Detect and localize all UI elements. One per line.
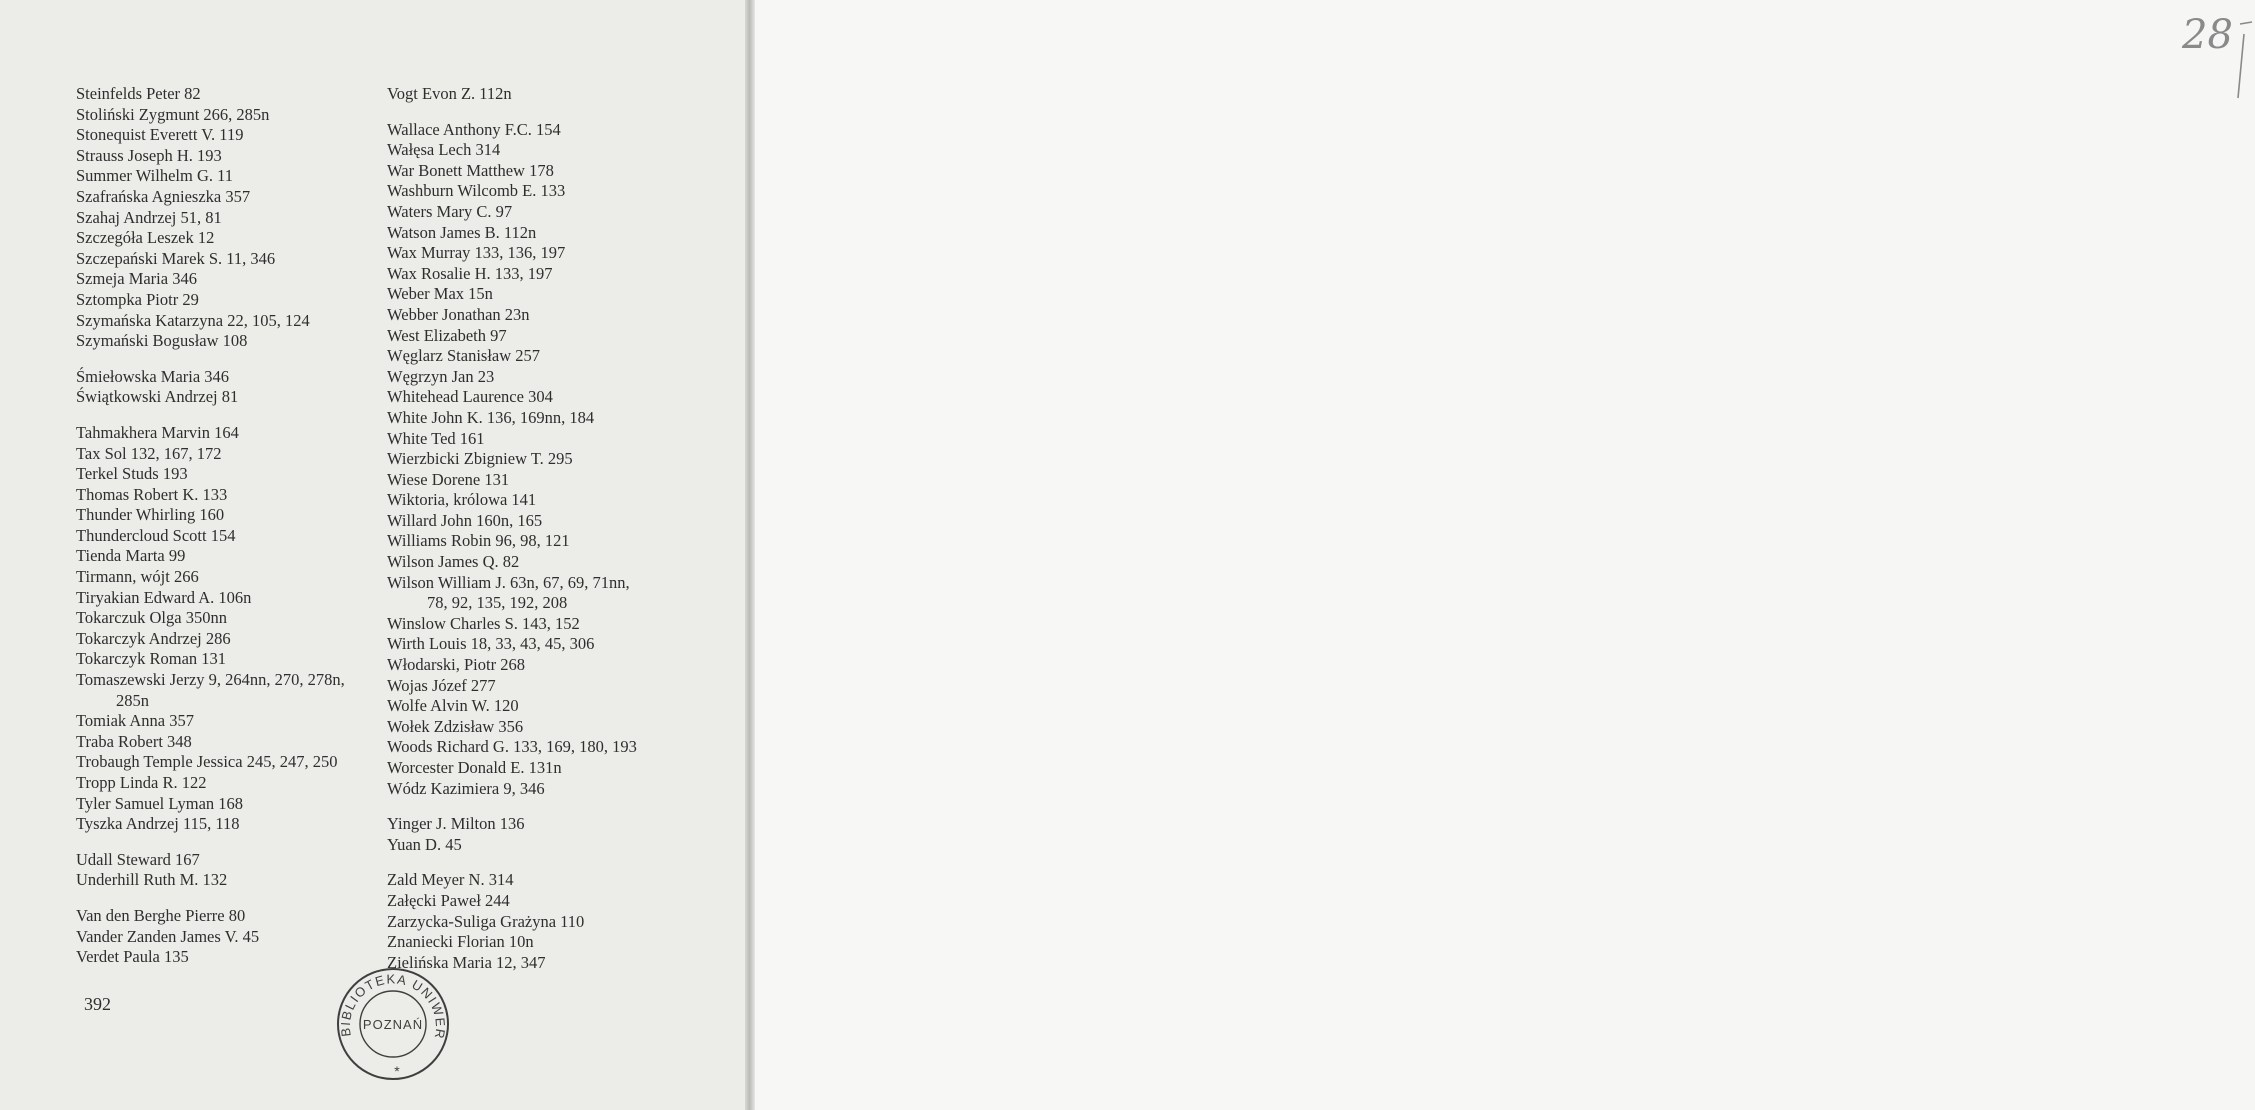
index-entry	[76, 331, 396, 352]
index-entry-text: Tomiak Anna 357	[76, 711, 194, 731]
index-entry-text: Wierzbicki Zbigniew T. 295	[387, 449, 573, 469]
index-entry-text: Waters Mary C. 97	[387, 201, 513, 221]
index-entry-text: Wołek Zdzisław 356	[387, 716, 524, 736]
index-entry	[387, 429, 707, 450]
index-entry	[387, 470, 707, 491]
index-entry-text: Szymańska Katarzyna 22, 105, 124	[76, 310, 310, 330]
library-stamp-seal	[335, 966, 451, 1082]
index-entry	[387, 243, 707, 264]
index-entry	[76, 505, 396, 526]
index-letter-group	[387, 870, 707, 973]
index-entry	[76, 629, 396, 650]
index-entry	[76, 423, 396, 444]
index-entry-text: Washburn Wilcomb E. 133	[387, 181, 566, 201]
index-entry	[76, 311, 396, 332]
index-entry-text: Summer Wilhelm G. 11	[76, 166, 233, 186]
index-entry-text: White Ted 161	[387, 428, 485, 448]
index-entry	[76, 794, 396, 815]
index-entry-text: Thunder Whirling 160	[76, 505, 225, 525]
index-entry-continuation: 78, 92, 135, 192, 208	[427, 593, 568, 613]
index-entry-text: Tyler Samuel Lyman 168	[76, 793, 244, 813]
right-page	[755, 0, 2233, 1110]
index-entry	[76, 146, 396, 167]
index-entry-text: Tokarczuk Olga 350nn	[76, 608, 227, 628]
index-entry-text: Wolfe Alvin W. 120	[387, 696, 519, 716]
index-entry-text: Steinfelds Peter 82	[76, 84, 201, 103]
index-entry	[387, 449, 707, 470]
index-entry-text: War Bonett Matthew 178	[387, 160, 554, 180]
index-entry	[387, 573, 707, 614]
index-entry	[76, 228, 396, 249]
index-entry-text: Thomas Robert K. 133	[76, 484, 228, 504]
index-letter-group	[387, 120, 707, 800]
index-entry-text: Węgrzyn Jan 23	[387, 366, 495, 386]
index-entry	[76, 608, 396, 629]
index-entry-text: Wałęsa Lech 314	[387, 140, 501, 160]
index-entry-text: Wax Rosalie H. 133, 197	[387, 263, 553, 283]
index-entry-text: Traba Robert 348	[76, 731, 192, 751]
index-entry-text: Tropp Linda R. 122	[76, 773, 207, 792]
index-entry-text: Załęcki Paweł 244	[387, 890, 510, 910]
index-entry	[76, 444, 396, 465]
index-entry-text: Woods Richard G. 133, 169, 180, 193	[387, 737, 637, 757]
index-entry-text: Worcester Donald E. 131n	[387, 758, 562, 777]
index-entry-text: Szafrańska Agnieszka 357	[76, 186, 251, 206]
index-entry	[76, 84, 396, 105]
index-entry-text: Tyszka Andrzej 115, 118	[76, 814, 240, 834]
index-letter-group	[76, 84, 396, 352]
index-entry	[387, 814, 707, 835]
index-entry-text: Willard John 160n, 165	[387, 510, 543, 530]
index-entry	[387, 161, 707, 182]
index-entry	[76, 649, 396, 670]
index-entry	[387, 490, 707, 511]
index-entry-text: Wiese Dorene 131	[387, 469, 510, 489]
index-entry-text: Tomaszewski Jerzy 9, 264nn, 270, 278n,	[76, 670, 345, 690]
index-entry	[387, 202, 707, 223]
index-entry	[387, 655, 707, 676]
index-entry	[387, 284, 707, 305]
index-entry-text: Vander Zanden James V. 45	[76, 926, 260, 946]
index-entry	[387, 696, 707, 717]
index-entry	[387, 120, 707, 141]
index-entry	[76, 269, 396, 290]
index-letter-group	[387, 84, 707, 105]
index-entry	[76, 485, 396, 506]
index-entry	[76, 166, 396, 187]
index-entry-text: Wirth Louis 18, 33, 43, 45, 306	[387, 634, 595, 654]
index-entry-text: Trobaugh Temple Jessica 245, 247, 250	[76, 752, 338, 772]
index-entry	[387, 223, 707, 244]
index-entry	[387, 387, 707, 408]
index-entry	[387, 870, 707, 891]
index-entry	[387, 676, 707, 697]
index-entry	[387, 264, 707, 285]
index-entry-text: White John K. 136, 169nn, 184	[387, 407, 595, 427]
index-entry-text: Verdet Paula 135	[76, 947, 189, 967]
index-entry	[387, 552, 707, 573]
index-entry	[387, 511, 707, 532]
index-entry-text: Wilson James Q. 82	[387, 552, 520, 572]
index-entry	[387, 140, 707, 161]
index-entry-text: Wiktoria, królowa 141	[387, 490, 537, 510]
index-entry	[76, 387, 396, 408]
index-entry-text: Whitehead Laurence 304	[387, 387, 553, 407]
stamp-star: *	[394, 1063, 400, 1079]
index-entry	[76, 947, 396, 968]
index-entry-text: Wax Murray 133, 136, 197	[387, 243, 566, 263]
index-entry	[76, 752, 396, 773]
index-entry-text: Tienda Marta 99	[76, 546, 186, 566]
index-entry	[387, 408, 707, 429]
index-entry	[387, 84, 707, 105]
index-entry-text: Zald Meyer N. 314	[387, 870, 514, 890]
handwritten-annotation	[2180, 4, 2255, 100]
index-entry	[76, 546, 396, 567]
index-entry	[76, 567, 396, 588]
index-entry-text: Szczegóła Leszek 12	[76, 228, 215, 248]
index-entry-text: Underhill Ruth M. 132	[76, 870, 228, 890]
index-entry	[76, 249, 396, 270]
index-entry-text: Terkel Studs 193	[76, 464, 188, 484]
index-entry-text: Udall Steward 167	[76, 849, 200, 869]
index-entry	[387, 367, 707, 388]
index-entry-text: Yuan D. 45	[387, 834, 462, 854]
index-entry	[76, 732, 396, 753]
index-entry-text: Szmeja Maria 346	[76, 269, 197, 289]
index-entry-text: Znaniecki Florian 10n	[387, 932, 534, 952]
index-entry-text: West Elizabeth 97	[387, 325, 507, 345]
index-entry	[76, 814, 396, 835]
index-entry	[387, 634, 707, 655]
index-entry	[387, 835, 707, 856]
stamp-center-text: POZNAŃ	[362, 1017, 424, 1032]
index-entry-text: Tirmann, wójt 266	[76, 567, 199, 587]
index-entry-text: Watson James B. 112n	[387, 222, 537, 242]
index-entry-text: Webber Jonathan 23n	[387, 304, 530, 324]
index-entry	[76, 290, 396, 311]
index-entry-text: Tokarczyk Roman 131	[76, 649, 227, 669]
index-letter-group	[76, 850, 396, 891]
index-entry	[76, 870, 396, 891]
book-spine	[745, 0, 755, 1110]
index-entry	[387, 758, 707, 779]
index-entry-text: Strauss Joseph H. 193	[76, 145, 222, 165]
annotation-number: 28	[2182, 12, 2233, 58]
index-entry-text: Winslow Charles S. 143, 152	[387, 613, 580, 633]
index-entry	[387, 932, 707, 953]
index-entry	[76, 367, 396, 388]
index-entry	[387, 614, 707, 635]
index-entry	[76, 526, 396, 547]
index-entry	[76, 464, 396, 485]
index-entry-text: Thundercloud Scott 154	[76, 525, 236, 545]
index-entry-text: Yinger J. Milton 136	[387, 814, 525, 834]
stamp-ring-text: BIBLIOTEKA UNIWER	[337, 971, 449, 1042]
index-entry-text: Zielińska Maria 12, 347	[387, 952, 546, 972]
index-entry	[76, 850, 396, 871]
index-entry	[76, 711, 396, 732]
index-letter-group	[76, 423, 396, 835]
index-entry-text: Śmiełowska Maria 346	[76, 366, 230, 386]
index-entry-text: Szahaj Andrzej 51, 81	[76, 207, 222, 227]
index-entry	[387, 531, 707, 552]
index-entry-text: Tiryakian Edward A. 106n	[76, 587, 252, 607]
index-entry-text: Tax Sol 132, 167, 172	[76, 443, 222, 463]
index-entry	[387, 181, 707, 202]
index-letter-group	[76, 906, 396, 968]
index-entry	[387, 737, 707, 758]
index-entry-text: Zarzycka-Suliga Grażyna 110	[387, 911, 585, 931]
index-letter-group	[387, 814, 707, 855]
index-entry-continuation: 285n	[116, 690, 149, 710]
index-entry	[387, 326, 707, 347]
index-entry-text: Van den Berghe Pierre 80	[76, 905, 246, 925]
left-page	[0, 0, 745, 1110]
index-column-right	[387, 84, 707, 988]
index-entry	[387, 891, 707, 912]
index-entry-text: Włodarski, Piotr 268	[387, 655, 525, 675]
index-column-left	[76, 84, 396, 983]
index-entry	[76, 125, 396, 146]
index-entry-text: Sztompka Piotr 29	[76, 289, 199, 309]
index-entry-text: Williams Robin 96, 98, 121	[387, 531, 570, 551]
index-entry	[76, 208, 396, 229]
index-entry-text: Stoliński Zygmunt 266, 285n	[76, 104, 270, 124]
index-entry-text: Weber Max 15n	[387, 284, 493, 304]
index-entry	[76, 588, 396, 609]
index-entry	[76, 906, 396, 927]
index-entry-text: Wódz Kazimiera 9, 346	[387, 778, 545, 798]
index-entry-text: Wallace Anthony F.C. 154	[387, 119, 561, 139]
index-entry	[76, 670, 396, 711]
annotation-stroke	[2238, 22, 2252, 98]
index-entry-text: Szymański Bogusław 108	[76, 331, 248, 351]
index-entry	[76, 187, 396, 208]
index-entry-text: Węglarz Stanisław 257	[387, 346, 541, 366]
index-entry-text: Tahmakhera Marvin 164	[76, 422, 239, 442]
index-entry-text: Vogt Evon Z. 112n	[387, 84, 512, 103]
index-letter-group	[76, 367, 396, 408]
index-entry-text: Stonequist Everett V. 119	[76, 125, 244, 145]
index-entry-text: Wilson William J. 63n, 67, 69, 71nn,	[387, 572, 630, 592]
index-entry-text: Świątkowski Andrzej 81	[76, 387, 239, 407]
index-entry	[76, 105, 396, 126]
index-entry	[387, 912, 707, 933]
index-entry	[387, 717, 707, 738]
index-entry	[387, 346, 707, 367]
index-entry-text: Wojas Józef 277	[387, 675, 496, 695]
index-entry-text: Tokarczyk Andrzej 286	[76, 628, 231, 648]
index-entry-text: Szczepański Marek S. 11, 346	[76, 248, 276, 268]
index-entry	[387, 305, 707, 326]
library-stamp	[335, 966, 451, 1082]
page-number: 392	[84, 994, 111, 1014]
index-entry	[76, 773, 396, 794]
index-entry	[76, 927, 396, 948]
index-entry	[387, 779, 707, 800]
